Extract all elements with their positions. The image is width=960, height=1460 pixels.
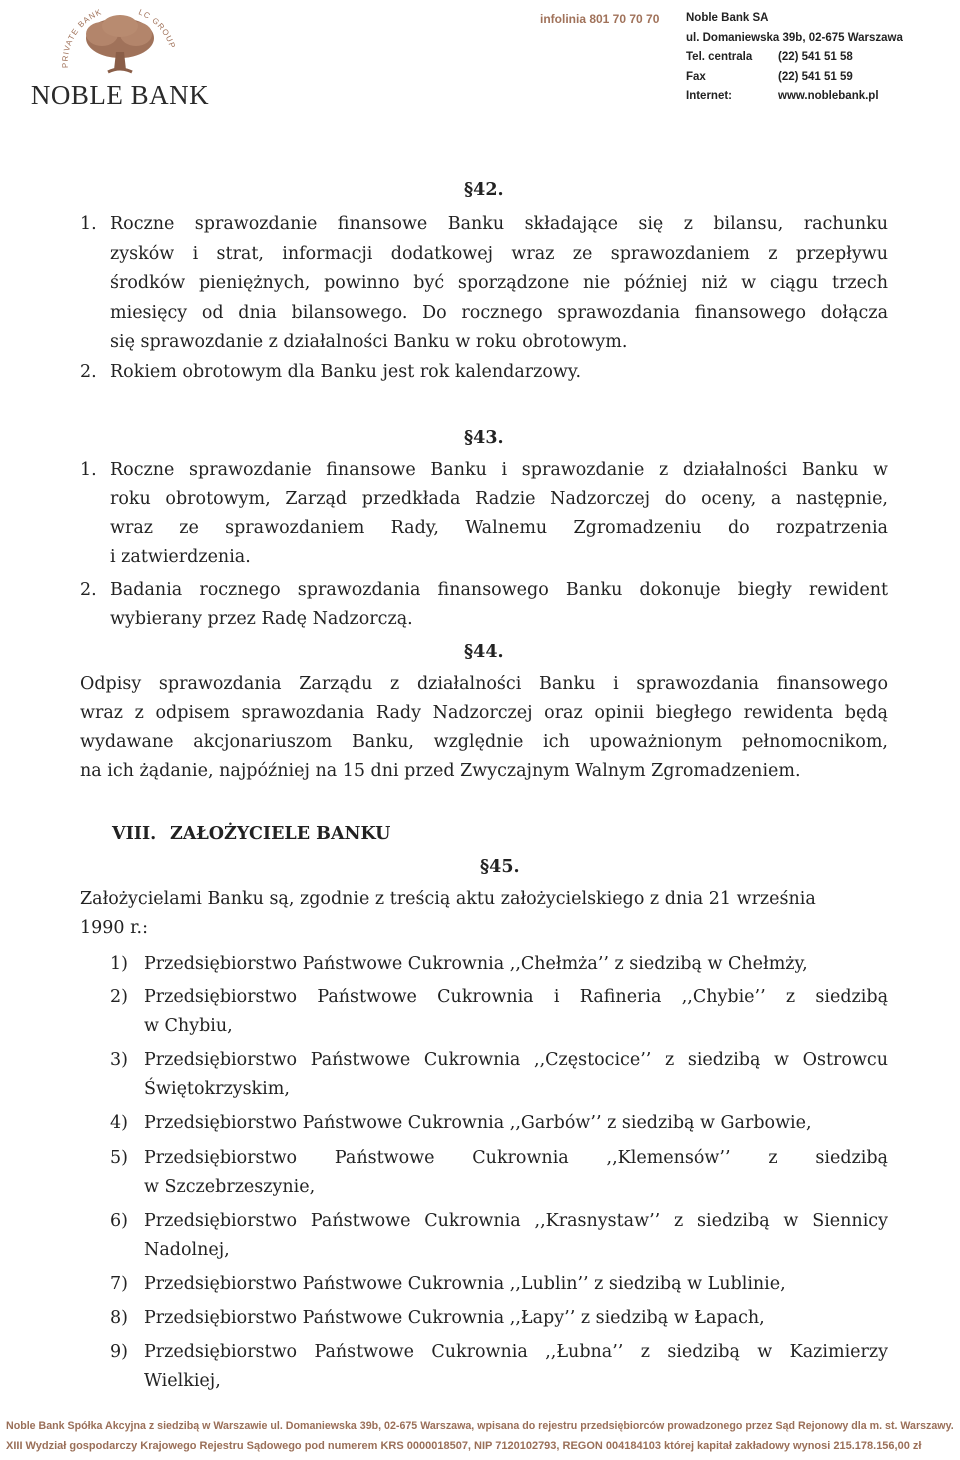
paragraph-line: się sprawozdanie z działalności Banku w roku obrotowym. (110, 332, 628, 352)
section-43-title: §43. (464, 428, 504, 448)
list-number: 4) (110, 1113, 128, 1133)
section-42-title: §42. (464, 180, 504, 200)
noble-bank-logo (30, 4, 210, 112)
section-44-title: §44. (464, 642, 504, 662)
list-item: Przedsiębiorstwo Państwowe Cukrownia ,,Częstocice’’ z siedzibą w Ostrowcu (144, 1050, 888, 1070)
paragraph-line: wraz z odpisem sprawozdania Rady Nadzorczej oraz opinii biegłego rewidenta będą (80, 703, 888, 723)
paragraph-line: wybierany przez Radę Nadzorczą. (110, 609, 413, 629)
list-item: Przedsiębiorstwo Państwowe Cukrownia ,,Krasnystaw’’ z siedzibą w Siennicy (144, 1211, 888, 1231)
list-number: 5) (110, 1148, 128, 1168)
item-number: 1. (80, 460, 97, 480)
contact-block (686, 12, 903, 110)
paragraph-line: na ich żądanie, najpóźniej na 15 dni przed Zwyczajnym Walnym Zgromadzeniem. (80, 761, 801, 781)
paragraph-line: Odpisy sprawozdania Zarządu z działalności Banku i sprawozdania finansowego (80, 674, 888, 694)
list-item: Przedsiębiorstwo Państwowe Cukrownia ,,Garbów’’ z siedzibą w Garbowie, (144, 1113, 812, 1133)
list-item-continuation: w Szczebrzeszynie, (144, 1177, 316, 1197)
paragraph-line: Roczne sprawozdanie finansowe Banku składające się z bilansu, rachunku (110, 214, 888, 234)
list-item-continuation: Świętokrzyskim, (144, 1079, 290, 1099)
website-link[interactable]: www.noblebank.pl (778, 90, 879, 102)
legal-footer (0, 1408, 960, 1460)
list-item: Przedsiębiorstwo Państwowe Cukrownia ,,Klemensów’’ z siedzibą (144, 1148, 888, 1168)
paragraph-line: Rokiem obrotowym dla Banku jest rok kalendarzowy. (110, 362, 582, 382)
tree-logo-icon (30, 4, 210, 84)
contact-label: Fax (686, 70, 706, 83)
contact-row (686, 90, 903, 110)
paragraph-line: Badania rocznego sprawozdania finansowego Banku dokonuje biegły rewident (110, 580, 888, 600)
list-item: Przedsiębiorstwo Państwowe Cukrownia i Rafineria ,,Chybie’’ z siedzibą (144, 987, 888, 1007)
paragraph-line: i zatwierdzenia. (110, 547, 251, 567)
item-number: 1. (80, 214, 97, 234)
list-item: Przedsiębiorstwo Państwowe Cukrownia ,,Chełmża’’ z siedzibą w Chełmży, (144, 954, 808, 974)
list-item: Przedsiębiorstwo Państwowe Cukrownia ,,Łubna’’ z siedzibą w Kazimierzy (144, 1342, 888, 1362)
contact-row (686, 71, 903, 91)
list-number: 3) (110, 1050, 128, 1070)
contact-value: (22) 541 51 58 (778, 51, 853, 63)
paragraph-line: 1990 r.: (80, 918, 149, 938)
list-item: Przedsiębiorstwo Państwowe Cukrownia ,,Lublin’’ z siedzibą w Lublinie, (144, 1274, 786, 1294)
infolinia-phone: infolinia 801 70 70 70 (540, 12, 660, 26)
company-address: ul. Domaniewska 39b, 02-675 Warszawa (686, 31, 903, 44)
list-number: 6) (110, 1211, 128, 1231)
contact-label: Tel. centrala (686, 51, 753, 63)
paragraph-line: miesięcy od dnia bilansowego. Do rocznego sprawozdania finansowego dołącza (110, 303, 888, 323)
paragraph-line: wydawane akcjonariuszom Banku, względnie ich upoważnionym pełnomocnikom, (80, 732, 888, 752)
paragraph-line: wraz ze sprawozdaniem Rady, Walnemu Zgromadzeniu do rozpatrzenia (110, 518, 888, 538)
company-name: Noble Bank SA (686, 12, 769, 24)
svg-text:PRIVATE BANK: PRIVATE BANK (60, 7, 104, 69)
chapter-number: VIII. (112, 824, 157, 844)
list-number: 9) (110, 1342, 128, 1362)
contact-value: (22) 541 51 59 (778, 70, 853, 83)
svg-text:LC GROUP: LC GROUP (137, 7, 178, 50)
list-number: 1) (110, 954, 128, 974)
list-item: Przedsiębiorstwo Państwowe Cukrownia ,,Łapy’’ z siedzibą w Łapach, (144, 1308, 765, 1328)
paragraph-line: Roczne sprawozdanie finansowe Banku i sprawozdanie z działalności Banku w (110, 460, 888, 480)
chapter-title: ZAŁOŻYCIELE BANKU (170, 824, 391, 844)
list-item-continuation: Wielkiej, (144, 1371, 221, 1391)
paragraph-line: zysków i strat, informacji dodatkowej wraz ze sprawozdaniem z przepływu (110, 244, 888, 264)
list-item-continuation: Nadolnej, (144, 1240, 230, 1260)
list-number: 7) (110, 1274, 128, 1294)
section-45-title: §45. (480, 857, 520, 877)
paragraph-line: roku obrotowym, Zarząd przedkłada Radzie Nadzorczej do oceny, a następnie, (110, 489, 888, 509)
item-number: 2. (80, 580, 97, 600)
footer-line: XIII Wydział gospodarczy Krajowego Rejestru Sądowego pod numerem KRS 0000018507, NIP 7120102793, REGON 004184103 której kapitał zakładowy wynosi 215.178.156,00 zł (6, 1440, 922, 1452)
paragraph-line: Założycielami Banku są, zgodnie z treścią aktu założycielskiego z dnia 21 września (80, 889, 816, 909)
contact-label: Internet: (686, 90, 732, 102)
contact-row (686, 51, 903, 71)
item-number: 2. (80, 362, 97, 382)
letterhead (0, 0, 960, 120)
footer-line: Noble Bank Spółka Akcyjna z siedzibą w Warszawie ul. Domaniewska 39b, 02-675 Warszawa, wpisana do rejestru przedsiębiorców prowadzonego przez Sąd Rejonowy dla m. st. Warszawy. (6, 1420, 954, 1432)
brand-name: NOBLE BANK (30, 80, 210, 110)
paragraph-line: środków pieniężnych, powinno być sporządzone nie później niż w ciągu trzech (110, 273, 888, 293)
list-number: 2) (110, 987, 128, 1007)
list-number: 8) (110, 1308, 128, 1328)
list-item-continuation: w Chybiu, (144, 1016, 233, 1036)
